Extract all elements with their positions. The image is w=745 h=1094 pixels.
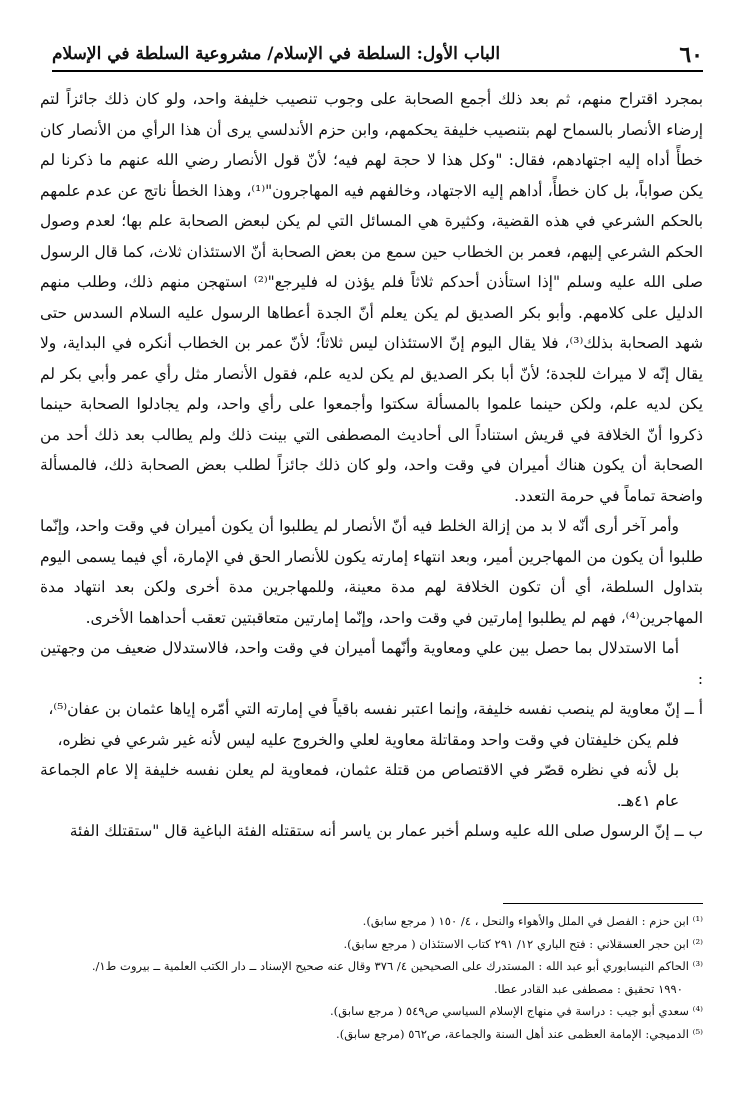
paragraph: أما الاستدلال بما حصل بين علي ومعاوية وأنّهما أميران في وقت واحد، فالاستدلال ضعيف من وجهتين : [40, 639, 703, 688]
footnote-separator [503, 903, 703, 904]
footnote: ⁽³⁾ الحاكم النيسابوري أبو عبد الله : المستدرك على الصحيحين ٤/ ٣٧٦ وقال عنه صحيح الإسناد ــ دار الكتب العلمية ــ بيروت ط١/. [91, 959, 703, 973]
paragraph: بمجرد اقتراح منهم، ثم بعد ذلك أجمع الصحابة على وجوب تنصيب خليفة واحد، ولو كان ذلك جائزاً لتم إرضاء الأنصار بالسماح لهم بتنصيب خليفة يحكمهم، وابن حزم الأندلسي يرى أن هذا الرأي من الأنصار كان خطأً أداه إليه اجتهادهم، فقال: "وكل هذا لا حجة لهم فيه؛ لأنّ قول الأنصار رضي الله عنهم ما ذكرنا لم يكن صواباً، بل كان خطأً، أداهم إليه الاجتهاد، وخالفهم فيه المهاجرون"⁽¹⁾، وهذا الخطأ ناتج عن عدم علمهم بالحكم الشرعي في هذه القضية، وكثيرة هي المسائل التي لم يكن لبعض الصحابة علم بها؛ لعدم وصول الحكم الشرعي إليهم، فعمر بن الخطاب حين سمع من بعض الصحابة أنّ الاستئذان ثلاث، كما قال الرسول صلى الله عليه وسلم "إذا استأذن أحدكم ثلاثاً فلم يؤذن له فليرجع"⁽²⁾ استهجن منهم ذلك، وطلب منهم الدليل على كلامهم. وأبو بكر الصديق لم يكن يعلم أنّ الجدة أعطاها الرسول عليه السلام السدس حتى شهد الصحابة بذلك⁽³⁾، فلا يقال اليوم إنّ الاستئذان ليس ثلاثاً؛ لأنّ عمر بن الخطاب أنكره في البداية، ولا يقال إنّه لا ميراث للجدة؛ لأنّ أبا بكر الصديق لم يكن لديه علم، فقول الأنصار مثل رأي عمر وأبي بكر لم يكن لديه علم، ولكن حينما علموا بالمسألة سكتوا وأجمعوا على رأي واحد، ولم يجادلوا الصحابة حينما ذكروا أنّ الخلافة في قريش استناداً الى أحاديث المصطفى التي بينت ذلك ولم يطالب بعد ذلك أحد من الصحابة أن يكون هناك أميران في وقت واحد، ولو كان ذلك جائزاً لطلب بعض الصحابة ذلك، فالمسألة واضحة تماماً في حرمة التعدد. [40, 90, 703, 505]
running-title: الباب الأول: السلطة في الإسلام/ مشروعية السلطة في الإسلام [52, 44, 501, 64]
footnote-continuation: ١٩٩٠ تحقيق : مصطفى عبد القادر عطا. [493, 981, 683, 996]
footnote: ⁽¹⁾ ابن حزم : الفصل في الملل والأهواء والنحل ، ٤/ ١٥٠ ( مرجع سابق). [362, 914, 703, 928]
footnote: ⁽⁵⁾ الدميجي: الإمامة العظمى عند أهل السنة والجماعة، ص٥٦٢ (مرجع سابق). [336, 1026, 703, 1041]
list-item-continuation: بل لأنه في نظره قصّر في الاقتصاص من قتلة عثمان، فمعاوية لم يعلن نفسه خليفة إلا عام الجماعة عام ٤١هـ. [40, 761, 679, 810]
footnote: ⁽²⁾ ابن حجر العسقلاني : فتح الباري ١٢/ ٢٩١ كتاب الاستئذان ( مرجع سابق). [343, 936, 703, 951]
page-header [52, 40, 703, 72]
list-item-ba: ب ــ إنّ الرسول صلى الله عليه وسلم أخبر عمار بن ياسر أنه ستقتله الفئة الباغية قال "ستقتلك الفئة [69, 822, 703, 840]
list-item-alef: أ ــ إنّ معاوية لم ينصب نفسه خليفة، وإنما اعتبر نفسه باقياً في إمارته التي أمّره إياها عثمان بن عفان⁽⁵⁾، [48, 700, 703, 718]
paragraph: وأمر آخر أرى أنّه لا بد من إزالة الخلط فيه أنّ الأنصار لم يطلبوا أن يكون أميران في وقت واحد، وإنّما طلبوا أن يكون من المهاجرين أمير، وبعد انتهاء إمارته يكون للأنصار الحق في الإمارة، أي فيما يسمى اليوم بتداول السلطة، أي أن تكون الخلافة لهم مدة معينة، وللمهاجرين مدة أخرى ولكن بعد انتهاد مدة المهاجرين⁽⁴⁾، فهم لم يطلبوا إمارتين في وقت واحد، وإنّما إمارتين متعاقبتين تعقب أحداهما الأخرى. [40, 517, 703, 627]
page-number: ٦٠ [679, 42, 703, 68]
main-text [40, 84, 703, 847]
footnotes [40, 910, 703, 1045]
footnote: ⁽⁴⁾ سعدي أبو جيب : دراسة في منهاج الإسلام السياسي ص٥٤٩ ( مرجع سابق). [330, 1004, 703, 1018]
list-item-continuation: فلم يكن خليفتان في وقت واحد ومقاتلة معاوية لعلي والخروج عليه ليس لأنه غير شرعي في نظره، [57, 730, 679, 749]
